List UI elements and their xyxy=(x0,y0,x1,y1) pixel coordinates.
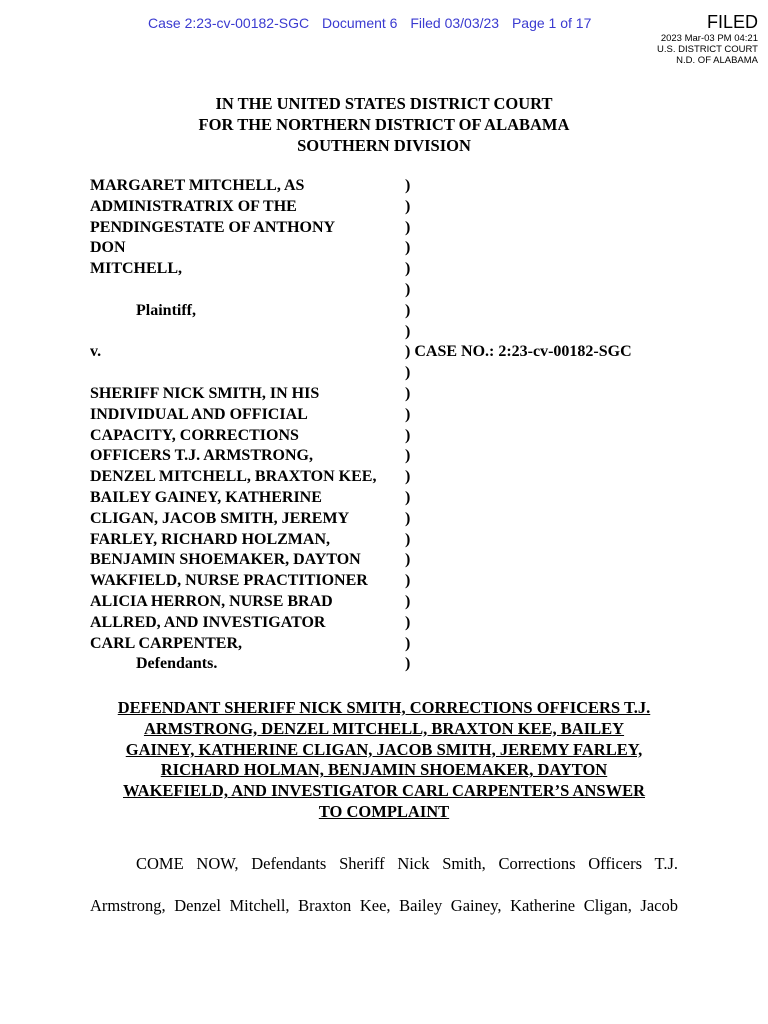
case-header xyxy=(148,15,600,31)
caption-paren: ) xyxy=(405,239,411,257)
filed-stamp xyxy=(657,11,758,66)
caption-paren: ) xyxy=(405,322,411,340)
versus-label: v. xyxy=(90,343,102,361)
body-line: Armstrong, Denzel Mitchell, Braxton Kee, Bailey Gainey, Katherine Cligan, Jacob xyxy=(90,896,678,915)
court-line: SOUTHERN DIVISION xyxy=(297,135,471,155)
caption-paren: ) xyxy=(405,551,411,569)
caption-line: BENJAMIN SHOEMAKER, DAYTON xyxy=(90,551,361,569)
caption-line: WAKFIELD, NURSE PRACTITIONER xyxy=(90,572,368,590)
caption-paren: ) xyxy=(405,613,411,631)
caption-paren: ) xyxy=(405,197,411,215)
body-paragraph xyxy=(90,843,678,927)
document-number: Document 6 xyxy=(321,15,398,31)
filed-district: N.D. OF ALABAMA xyxy=(676,55,758,66)
caption-paren: ) xyxy=(405,468,411,486)
caption-line: ALLRED, AND INVESTIGATOR xyxy=(90,613,326,631)
caption-line: SHERIFF NICK SMITH, IN HIS xyxy=(90,384,320,402)
caption-line: CARL CARPENTER, xyxy=(90,634,243,652)
caption-paren: ) xyxy=(405,655,411,673)
caption-line xyxy=(90,363,420,384)
title-line: GAINEY, KATHERINE CLIGAN, JACOB SMITH, JEREMY FARLEY, xyxy=(125,739,643,759)
title-line: TO COMPLAINT xyxy=(318,801,450,821)
caption-line: INDIVIDUAL AND OFFICIAL xyxy=(90,405,308,423)
caption-line: DON xyxy=(90,239,126,257)
caption-paren: ) xyxy=(405,592,411,610)
page-number: Page 1 of 17 xyxy=(511,15,592,31)
caption-line: MITCHELL, xyxy=(90,260,183,278)
caption-line xyxy=(90,322,420,343)
plaintiff-label: Plaintiff, xyxy=(136,301,196,319)
caption-line: OFFICERS T.J. ARMSTRONG, xyxy=(90,447,313,465)
caption-paren: ) xyxy=(405,426,411,444)
document-title xyxy=(90,698,678,823)
caption-paren: ) xyxy=(405,634,411,652)
caption-paren: ) xyxy=(405,572,411,590)
caption-line: DENZEL MITCHELL, BRAXTON KEE, xyxy=(90,468,377,486)
caption-line xyxy=(90,280,420,301)
caption-paren: ) xyxy=(405,301,411,319)
caption-line: PENDINGESTATE OF ANTHONY xyxy=(90,218,336,236)
caption-paren-column xyxy=(405,176,632,675)
title-line: DEFENDANT SHERIFF NICK SMITH, CORRECTIONS OFFICERS T.J. xyxy=(117,698,651,717)
caption-paren: ) xyxy=(405,488,411,506)
court-line: IN THE UNITED STATES DISTRICT COURT xyxy=(215,94,553,113)
case-number-label: CASE NO.: 2:23-cv-00182-SGC xyxy=(414,343,632,361)
filed-datetime: 2023 Mar-03 PM 04:21 xyxy=(660,33,758,44)
court-heading xyxy=(0,94,768,156)
caption-paren: ) xyxy=(405,364,411,382)
caption-paren: ) xyxy=(405,280,411,298)
case-number-row xyxy=(405,342,632,363)
caption-line: CLIGAN, JACOB SMITH, JEREMY xyxy=(90,509,350,527)
court-line: FOR THE NORTHERN DISTRICT OF ALABAMA xyxy=(198,114,570,134)
caption-paren: ) xyxy=(405,509,411,527)
title-line: WAKEFIELD, AND INVESTIGATOR CARL CARPENTER’S ANSWER xyxy=(123,781,645,801)
caption-line: FARLEY, RICHARD HOLZMAN, xyxy=(90,530,331,548)
caption-line: ALICIA HERRON, NURSE BRAD xyxy=(90,592,333,610)
body-line: COME NOW, Defendants Sheriff Nick Smith, Corrections Officers T.J. xyxy=(136,854,678,873)
filed-word: FILED xyxy=(706,12,758,32)
case-number: Case 2:23-cv-00182-SGC xyxy=(148,15,310,31)
filed-date: Filed 03/03/23 xyxy=(410,15,500,31)
caption-line: CAPACITY, CORRECTIONS xyxy=(90,426,299,444)
caption-paren: ) xyxy=(405,177,411,194)
defendants-label: Defendants. xyxy=(136,655,218,673)
caption-line: ADMINISTRATRIX OF THE xyxy=(90,197,297,215)
caption-paren: ) xyxy=(405,218,411,236)
caption-paren: ) xyxy=(405,447,411,465)
caption-line: MARGARET MITCHELL, AS xyxy=(90,177,305,194)
caption-paren: ) xyxy=(405,405,411,423)
caption-paren: ) xyxy=(405,384,411,402)
case-caption-parties xyxy=(90,176,420,675)
caption-paren: ) xyxy=(405,260,411,278)
caption-paren: ) xyxy=(405,530,411,548)
title-line: ARMSTRONG, DENZEL MITCHELL, BRAXTON KEE, BAILEY xyxy=(143,718,625,738)
title-line: RICHARD HOLMAN, BENJAMIN SHOEMAKER, DAYTON xyxy=(160,760,608,780)
filed-court: U.S. DISTRICT COURT xyxy=(657,44,758,55)
caption-line: BAILEY GAINEY, KATHERINE xyxy=(90,488,322,506)
caption-paren: ) xyxy=(405,343,411,361)
